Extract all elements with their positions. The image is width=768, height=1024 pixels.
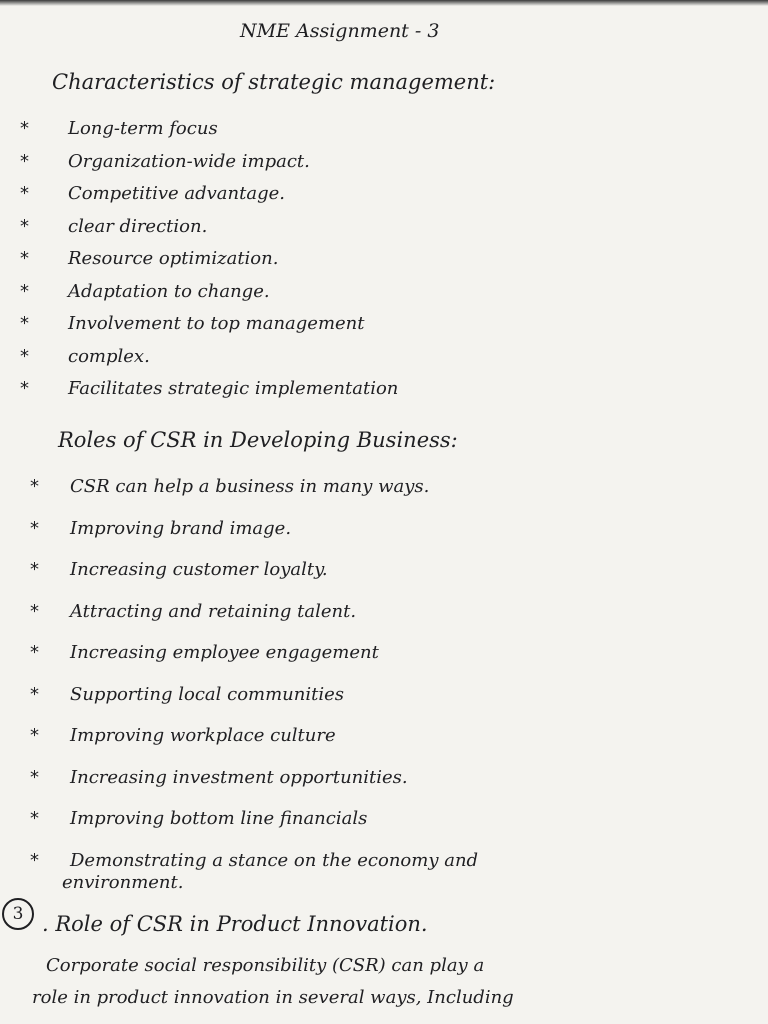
notebook-page: NME Assignment - 3 Characteristics of strategic management: * Long-term focus * Organization-wide impact. * Competitive advantage. * clear direction. * Resource optimization. * Adaptation to change. * Involvement to top management * complex. * Facilitates strategic implementation Roles of CSR in Developing Business: * CSR can help a business in many ways. * Improving brand image. * Increasing customer loyalty. * Attracting and retaining talent. * Increasing employee engagement * Supporting local communities * Improving workplace culture * Increasing investment opportunities. * Improving bottom line financials * Demonstrating a stance on the economy and environment. 3 . Role of CSR in Product Innovation. Corporate social responsibility (CSR) can play a role in product innovation in several ways, Including (0, 0, 768, 1024)
bullet-star: * (20, 150, 29, 172)
section2-continuation: environment. (62, 872, 184, 893)
bullet-star: * (30, 559, 39, 580)
bullet-star: * (30, 476, 39, 497)
bullet-star: * (30, 517, 39, 539)
bullet-star: * (20, 215, 29, 237)
bullet-star: * (20, 280, 29, 302)
section3-number: 3 (2, 898, 34, 930)
section2-heading: Roles of CSR in Developing Business: (58, 428, 458, 452)
bullet-star: * (30, 683, 39, 705)
section3-paragraph-line1: Corporate social responsibility (CSR) can play a (46, 955, 485, 976)
assignment-title: NME Assignment - 3 (240, 20, 440, 42)
bullet-star: * (20, 378, 29, 399)
bullet-star: * (30, 808, 39, 829)
bullet-star: * (20, 345, 29, 367)
bullet-star: * (30, 600, 39, 622)
section3-heading: . Role of CSR in Product Innovation. (42, 912, 428, 936)
section3-paragraph-line2: role in product innovation in several ways, Including (32, 987, 514, 1008)
bullet-star: * (30, 725, 39, 746)
bullet-star: * (20, 183, 29, 204)
bullet-star: * (30, 766, 39, 788)
section1-heading: Characteristics of strategic management: (52, 70, 496, 94)
bullet-star: * (20, 118, 29, 139)
bullet-star: * (20, 313, 29, 334)
bullet-star: * (30, 642, 39, 663)
bullet-star: * (30, 849, 39, 871)
bullet-star: * (20, 248, 29, 269)
